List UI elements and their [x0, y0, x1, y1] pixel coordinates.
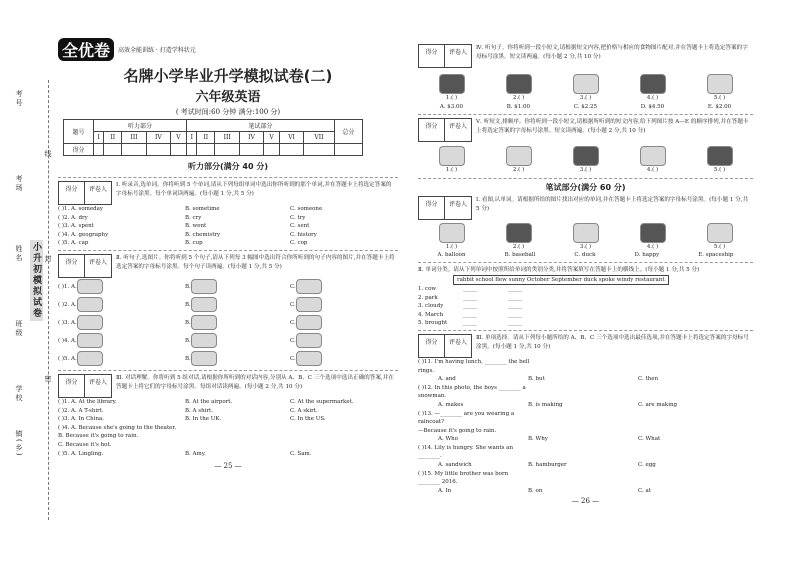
kc-label: 考场: [15, 175, 23, 193]
w2-instr: Ⅱ. 单词分类。请从下列单词中按照所给单词的类别分类,并将答案填写在答题卡上的横线上。: [418, 266, 646, 273]
list-item: [418, 294, 588, 303]
option-c: C.: [290, 320, 296, 327]
option: C. In the US.: [290, 416, 326, 423]
list-item: [418, 427, 753, 436]
blank: 4. March: [418, 311, 444, 318]
clock-icon: [707, 146, 733, 166]
option: A. and: [438, 376, 456, 383]
roman-8: IV: [240, 132, 264, 144]
option: A. sandwich: [438, 462, 472, 469]
label: 3.( ): [579, 243, 592, 250]
roman-4: V: [170, 132, 186, 144]
stamp: 小升初模拟试卷: [31, 242, 41, 319]
bj-label: 班级: [15, 320, 23, 338]
option: [641, 427, 753, 436]
item-label: ( )5. A.: [58, 356, 77, 363]
option: C. Because it's hot.: [58, 441, 112, 448]
roman-11: VII: [303, 132, 334, 144]
box-grader: 评卷人: [448, 123, 467, 131]
left-page: [58, 38, 398, 470]
option: [246, 424, 322, 433]
label: 5.( ): [713, 243, 726, 250]
label: 1.( ): [445, 95, 458, 101]
list-item: [58, 407, 398, 416]
box-grader: 评卷人: [88, 186, 107, 193]
xx-label: 学校: [15, 385, 23, 403]
item-label: ( )3. A.: [58, 320, 77, 327]
option: B. cup: [185, 240, 203, 247]
word-bank: rabbit school flew sunny October September duck spoke windy restaurant: [453, 275, 669, 285]
picture-icon: [77, 297, 103, 312]
option: ( )3. A. In China.: [58, 416, 105, 423]
list-item: [418, 311, 588, 320]
label: E. spaceship: [698, 252, 734, 259]
roman-0: I: [94, 132, 104, 144]
score-box: [58, 254, 112, 278]
list-item: [58, 450, 398, 459]
bat-icon: [573, 223, 599, 243]
blank: _____: [463, 303, 477, 310]
feng-char: 封: [44, 255, 52, 264]
option-b: B.: [185, 302, 191, 309]
picnic-icon: [506, 146, 532, 166]
list-item: [418, 444, 753, 461]
roman-5: I: [187, 132, 197, 144]
binding-margin: [0, 0, 55, 566]
list-item: [58, 239, 398, 248]
w1-pts: (每小题 1 分,共 5 分): [476, 196, 749, 212]
list-item: [58, 424, 398, 433]
l3-pts: (每小题 2 分,共 10 分): [244, 383, 303, 390]
roman-2: III: [122, 132, 147, 144]
w1-instr: Ⅰ. 看图,认单词。请根据所给的图片找出对应的单词,并在答题卡上将选定答案的字母标号涂黑。: [476, 196, 710, 203]
w2-rows: [418, 285, 753, 328]
label: 2.( ): [512, 167, 525, 174]
label: 3.( ): [579, 167, 592, 174]
w1-pictures: [418, 223, 753, 243]
list-item: [418, 319, 588, 328]
option: B. is making: [528, 401, 563, 408]
picture-icon: [296, 279, 322, 294]
option: B. sometime: [185, 206, 220, 212]
roman-6: II: [197, 132, 215, 144]
l1-rows: [58, 205, 398, 248]
duck-icon: [640, 223, 666, 243]
option: B. Why: [528, 436, 548, 443]
list-item: [58, 314, 398, 332]
list-item: [418, 302, 588, 311]
list-item: [418, 384, 753, 401]
blank: _____: [463, 320, 477, 327]
option: ( )11. I'm having lunch, ________ the bell rings.: [418, 358, 530, 374]
picture-icon: [296, 351, 322, 366]
exam-title: 名牌小学毕业升学模拟试卷(二): [123, 67, 333, 85]
l4-instr: Ⅳ. 听句子。你将听到一段小短文,请根据短文内容,把价格与相应的食物图片配对,并在答题卡上将选定答案的字母标号涂黑。短文读两遍。: [476, 45, 748, 60]
option: [246, 441, 322, 450]
label: D. happy: [634, 252, 660, 259]
page-number-right: — 26 —: [571, 497, 600, 506]
list-item: [58, 296, 398, 314]
item-label: ( )1. A.: [58, 284, 77, 291]
l2-pts: (每小题 1 分,共 5 分): [227, 263, 282, 270]
roman-3: IV: [147, 132, 171, 144]
option: C. at: [638, 487, 651, 494]
box-grader: 评卷人: [448, 338, 467, 346]
option: ( )1. A. someday: [58, 206, 104, 212]
picture-icon: [77, 333, 103, 348]
list-item: [418, 435, 753, 444]
blank: 2. park: [418, 294, 438, 301]
blank: _____: [508, 320, 522, 327]
blank: _____: [463, 311, 477, 318]
picture-icon: [191, 333, 217, 348]
blank: _____: [508, 285, 522, 292]
box-score: 得分: [419, 197, 445, 219]
option: [530, 358, 642, 375]
option: B. At the airport.: [185, 398, 233, 405]
th-tingli: 听力部分: [94, 120, 187, 132]
option: C. history: [290, 231, 317, 238]
blank: _____: [508, 311, 522, 318]
box-score: 得分: [419, 335, 445, 357]
option: A. makes: [438, 401, 464, 408]
w3-pts: (每小题 1 分,共 10 分): [492, 343, 551, 350]
option-b: B.: [185, 284, 191, 291]
option: A. Who: [438, 436, 458, 443]
option: ( )2. A. A T-shirt.: [58, 407, 104, 414]
list-item: [58, 205, 398, 214]
option: [322, 432, 398, 441]
logo: 全优卷: [58, 38, 114, 61]
label: A. $3.00: [439, 103, 464, 110]
blank: 3. cloudy: [418, 303, 444, 310]
list-item: [418, 487, 753, 496]
th-tihao: 题号: [64, 120, 94, 144]
option: [246, 432, 322, 441]
option: ( )5. A. Lingling.: [58, 450, 104, 457]
option: ( )14. Lily is hungry. She wants an ________.: [418, 444, 513, 460]
l4-pictures: [418, 74, 753, 94]
label: 4.( ): [646, 167, 659, 174]
label: 2.( ): [512, 95, 525, 101]
option: [641, 384, 753, 401]
page-number-left: — 25 —: [214, 462, 242, 471]
option: B. but: [528, 376, 545, 383]
option: B. Amy.: [185, 450, 206, 457]
list-item: [418, 285, 588, 294]
tea-icon: [707, 74, 733, 94]
blank: 1. cow: [418, 285, 437, 292]
sausage-icon: [439, 74, 465, 94]
option: [322, 441, 398, 450]
option: [530, 384, 642, 401]
blank: _____: [463, 294, 477, 301]
hamburger-icon: [506, 74, 532, 94]
label: B. $1.00: [506, 103, 531, 110]
l5-pts: (每小题 2 分,共 10 分): [587, 128, 646, 135]
picture-icon: [296, 333, 322, 348]
option: C. then: [638, 376, 659, 383]
list-item: [418, 375, 753, 384]
roman-7: III: [215, 132, 240, 144]
blank: _____: [508, 294, 522, 301]
l4prices: [418, 103, 753, 112]
w3-instr: Ⅲ. 单项选择。请从下列每小题所给的 A、B、C 三个选项中选出最佳选项,并在答题卡上将选定答案的字母标号涂黑。: [476, 334, 749, 350]
picture-icon: [191, 315, 217, 330]
td-defen: 得分: [64, 144, 94, 156]
list-item: [418, 401, 753, 410]
list-item: [58, 350, 398, 368]
list-item: [58, 398, 398, 407]
l5-instr: Ⅴ. 听短文,排顺序。你将听到一段小短文,请根据所听到的短文内容,给下列图片按 A—E 的顺序排列,并在答题卡上将选定答案的字母标号涂黑。短文读两遍。: [476, 119, 749, 135]
l1-instr: Ⅰ. 听录音,选单词。你将听到 5 个单词,请从下列每组单词中选出你所听到的那个单词,并在答题卡上将选定答案的字母标号涂黑。每个单词读两遍。: [116, 182, 392, 197]
option: B. went: [185, 223, 207, 230]
blank: _____: [463, 285, 477, 292]
option: C. egg: [638, 462, 656, 469]
blank: _____: [508, 303, 522, 310]
label: 5.( ): [713, 167, 726, 174]
weather-icon: [439, 146, 465, 166]
label: D. $4.50: [640, 103, 665, 110]
list-item: [418, 410, 753, 427]
xm-label: 姓名: [15, 245, 23, 263]
option: C. someone: [290, 206, 323, 212]
roman-1: II: [104, 132, 122, 144]
list-item: [58, 214, 398, 223]
box-grader: 评卷人: [448, 49, 467, 56]
list-item: [418, 358, 753, 375]
picture-icon: [191, 297, 217, 312]
option: A. In: [438, 487, 452, 494]
option: ( )4. A. Because she's going to the theater.: [58, 424, 177, 431]
list-item: [58, 278, 398, 296]
l5-pictures: [418, 146, 753, 166]
w1labels: [418, 243, 753, 252]
blank: 5. brought: [418, 320, 448, 327]
list-item: [58, 231, 398, 240]
bike-icon: [640, 146, 666, 166]
option: [641, 444, 753, 461]
label: 1.( ): [445, 243, 458, 250]
l2-instr: Ⅱ. 听句子,选图片。你将听到 5 个句子,请从下列每 3 幅图中选出符合你所听到的句子内容的图片,并在答题卡上将选定答案的字母标号涂黑。每个句子读两遍。: [116, 254, 395, 270]
label: 3.( ): [579, 95, 592, 101]
option: ( )2. A. dry: [58, 214, 88, 221]
option: B. hamburger: [528, 462, 567, 469]
w2-pts: (每小题 1 分,共 5 分): [645, 266, 700, 273]
option: C. sent: [290, 223, 310, 230]
l2-rows: [58, 278, 398, 368]
box-score: 得分: [419, 119, 445, 141]
option: C. At the supermarket.: [290, 398, 354, 405]
list-item: [418, 470, 753, 487]
box-grader: 评卷人: [88, 378, 107, 386]
mi-char: 密: [44, 375, 52, 384]
list-item: [58, 222, 398, 231]
exam-subtitle: 六年级英语: [195, 90, 261, 105]
option: [530, 470, 642, 487]
box-score: 得分: [59, 375, 85, 397]
label: 1.( ): [445, 167, 458, 174]
option: C. cop: [290, 240, 308, 247]
option: C. are making: [638, 401, 678, 408]
label: A. balloon: [437, 252, 466, 259]
l4labels: [418, 94, 753, 103]
w3-rows: [418, 358, 753, 496]
label: 4.( ): [646, 95, 659, 101]
option: ( )4. A. geography: [58, 231, 109, 238]
option: [641, 358, 753, 375]
camera-icon: [573, 146, 599, 166]
option: [322, 424, 398, 433]
picture-icon: [191, 279, 217, 294]
label: C. duck: [574, 252, 596, 259]
smiley-icon: [439, 223, 465, 243]
option: B. A shirt.: [185, 407, 213, 414]
option-b: B.: [185, 338, 191, 345]
score-box: [418, 44, 472, 68]
option: ( )1. A. At the library.: [58, 398, 117, 405]
item-label: ( )4. A.: [58, 338, 77, 345]
listening-title: 听力部分(满分 40 分): [187, 162, 268, 171]
option: B. In the UK.: [185, 416, 222, 423]
th-bishi: 笔试部分: [187, 120, 335, 132]
roman-10: VI: [280, 132, 304, 144]
label: 4.( ): [646, 243, 659, 250]
picture-icon: [296, 297, 322, 312]
option: ( )15. My little brother was born ________ 2016.: [418, 470, 509, 486]
line-char: 线: [44, 150, 52, 159]
score-box: [418, 118, 472, 142]
picture-icon: [77, 351, 103, 366]
label: C. $2.25: [573, 103, 597, 110]
roman-9: V: [263, 132, 279, 144]
brand-row: [58, 38, 398, 61]
option-b: B.: [185, 320, 191, 327]
option: [530, 427, 642, 436]
option: B. cry: [185, 214, 202, 221]
w1words: [418, 251, 753, 260]
box-grader: 评卷人: [88, 258, 107, 266]
label: 2.( ): [512, 243, 525, 250]
exam-info: ( 考试时间:60 分钟 满分:100 分): [175, 108, 281, 116]
l3-instr: Ⅲ. 对话理解。你将听到 5 组对话,请根据你所听到的对话内容,分别从 A、B、C 三个选项中选出正确的答案,并在答题卡上将它们的字母标号涂黑。每组对话读两遍。: [116, 374, 394, 390]
option: B. on: [528, 487, 543, 494]
l5labels: [418, 166, 753, 175]
option: ( )5. A. cap: [58, 240, 89, 247]
box-score: 得分: [419, 45, 445, 67]
score-box: [58, 374, 112, 398]
spaceship-icon: [506, 223, 532, 243]
list-item: [58, 432, 398, 441]
option: [530, 444, 642, 461]
box-score: 得分: [59, 255, 85, 277]
sandwich-icon: [573, 74, 599, 94]
option: C. What: [638, 436, 661, 443]
box-score: 得分: [59, 182, 85, 204]
l4-pts: (每小题 2 分,共 10 分): [543, 54, 601, 60]
option: —Because it's going to rain.: [418, 427, 497, 434]
label: E. $2.00: [707, 103, 732, 110]
picture-icon: [296, 315, 322, 330]
score-box: [418, 196, 472, 220]
th-zongfen: 总分: [335, 120, 363, 144]
option: C. try: [290, 214, 306, 221]
option: C. Sam.: [290, 450, 312, 457]
score-box: [58, 181, 112, 205]
written-title: 笔试部分(满分 60 分): [545, 182, 626, 192]
picture-icon: [77, 279, 103, 294]
slogan: 高效全能训练 · 打造学科状元: [118, 47, 196, 54]
option: B. Because it's going to rain.: [58, 433, 139, 440]
picture-icon: [77, 315, 103, 330]
label: 5.( ): [713, 95, 726, 101]
score-box: [418, 334, 472, 358]
option: ( )3. A. spent: [58, 223, 94, 230]
label: B. baseball: [504, 252, 536, 259]
option: [641, 410, 753, 427]
option: B. chemistry: [185, 231, 221, 238]
option: [641, 470, 753, 487]
option-b: B.: [185, 356, 191, 363]
option: [530, 410, 642, 427]
option-c: C.: [290, 338, 296, 345]
list-item: [58, 415, 398, 424]
option-c: C.: [290, 302, 296, 309]
box-grader: 评卷人: [448, 200, 467, 208]
xz-label: 镇(乡): [15, 430, 23, 458]
l1-pts: (每小题 1 分,共 5 分): [199, 191, 254, 197]
item-label: ( )2. A.: [58, 302, 77, 309]
kh-label: 考号: [15, 90, 23, 108]
list-item: [58, 332, 398, 350]
option: ( )13. —________ are you wearing a raincoat?: [418, 410, 515, 426]
option: ( )12. In this photo, the boys ________ a snowman.: [418, 384, 526, 400]
option: C. A skirt.: [290, 407, 318, 414]
balloon-icon: [707, 223, 733, 243]
option-c: C.: [290, 356, 296, 363]
right-page: [418, 44, 753, 505]
list-item: [58, 441, 398, 450]
cut-line: [48, 80, 49, 520]
picture-icon: [191, 351, 217, 366]
cola-icon: [640, 74, 666, 94]
score-table: [63, 119, 363, 156]
option-c: C.: [290, 284, 296, 291]
l3-rows: [58, 398, 398, 458]
list-item: [418, 461, 753, 470]
